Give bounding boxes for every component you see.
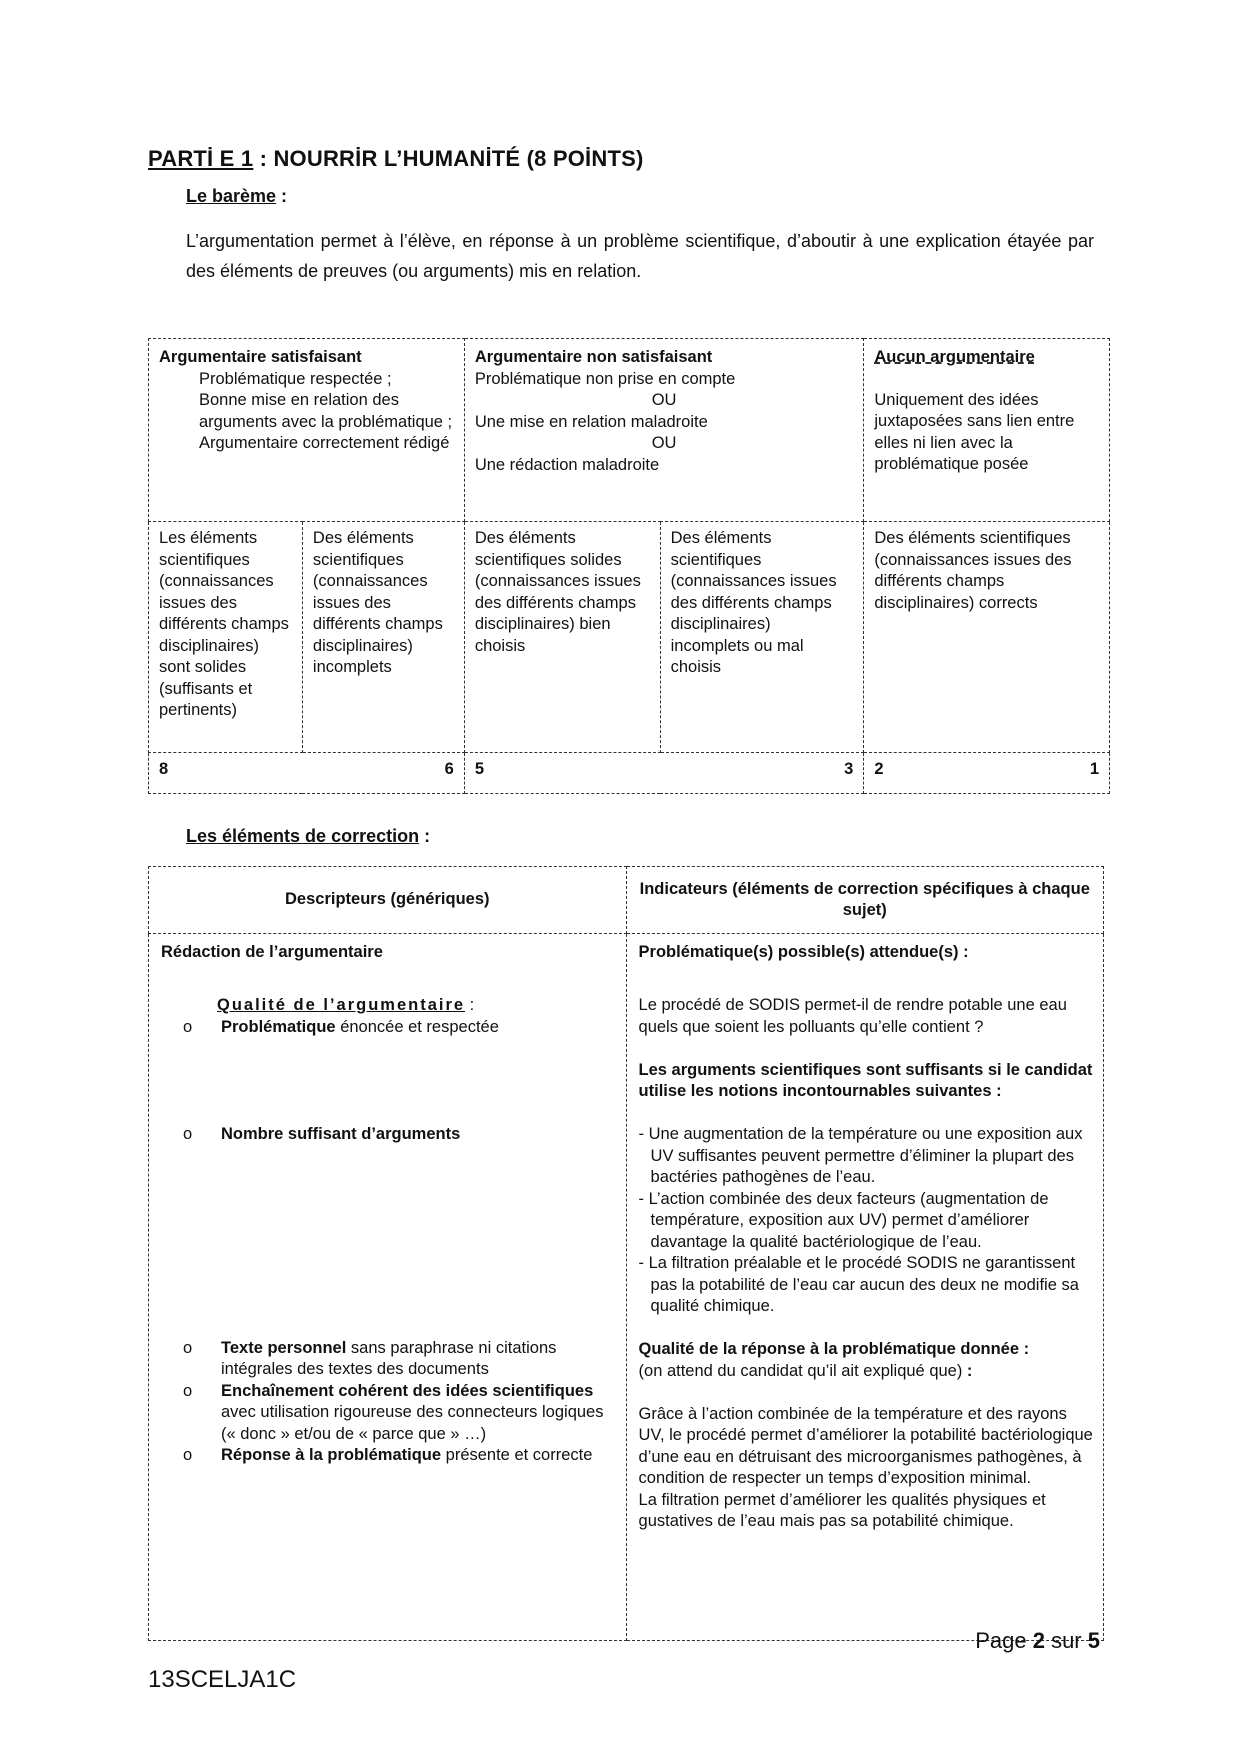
bullet-text: présente et correcte [441,1446,593,1464]
page-total: 5 [1087,1628,1100,1653]
bareme-heading: Le barème : [186,186,288,206]
part-title-text: : NOURRİR L’HUMANİTÉ (8 POİNTS) [253,146,644,171]
correction-table [148,866,1104,1641]
score-value: 1 [1089,760,1099,778]
expected-answer: La filtration permet d’améliorer les qualités physiques et gustatives de l’eau mais pas sa potabilité chimique. [638,1490,1046,1530]
desc-cell: Des éléments scientifiques (connaissances issues des différents champs disciplinaires) incomplets ou mal choisis [660,522,864,753]
bullet-reponse: o Réponse à la problématique présente et correcte [183,1446,593,1464]
bareme-heading-text: Le barème [186,186,277,206]
page-number [975,1628,1100,1654]
bullet-bold: Nombre suffisant d’arguments [221,1125,461,1143]
correction-heading-text: Les éléments de correction [186,826,420,846]
desc-cell: Des éléments scientifiques solides (connaissances issues des différents champs disciplinaires) bien choisis [464,522,660,753]
problematique-question: Le procédé de SODIS permet-il de rendre potable une eau quels que soient les polluants qu’elle contient ? [638,996,1067,1036]
quality-sub-text: (on attend du candidat qu’il ait expliqué que) [638,1361,963,1380]
score-value: 6 [444,760,454,778]
col-indicateurs-header: Indicateurs (éléments de correction spécifiques à chaque sujet) [626,867,1103,934]
bareme-header-row [149,339,1110,522]
correction-body-row [149,934,1104,1641]
redaction-title: Rédaction de l’argumentaire [161,943,383,961]
bareme-score-row [149,753,1110,794]
col1-item: Bonne mise en relation des arguments avec la problématique ; [199,391,453,431]
col2-line: Une rédaction maladroite [474,455,660,474]
col1-item: Problématique respectée ; [199,369,392,388]
problematique-title: Problématique(s) possible(s) attendue(s) : [638,943,969,961]
score-cell [464,753,864,794]
desc-cell: Des éléments scientifiques (connaissances issues des différents champs disciplinaires) corrects [864,522,1110,753]
quality-response-title: Qualité de la réponse à la problématique donnée : [638,1340,1030,1358]
page-current: 2 [1032,1628,1045,1653]
bullet-texte-personnel: o Texte personnel sans paraphrase ni citations intégrales des textes des documents [183,1338,557,1378]
col1-item: Argumentaire correctement rédigé [199,434,450,452]
score-value: 8 [159,760,169,778]
bullet-problematique: o Problématique énoncée et respectée [183,1017,499,1036]
col1-title: Argumentaire satisfaisant [159,348,362,366]
argument-item: - Une augmentation de la température ou une exposition aux UV suffisantes peuvent permettre d’éliminer la plupart des bactéries pathogènes de l’eau. [638,1125,1083,1186]
col2-title: Argumentaire non satisfaisant [474,348,713,366]
indicateurs-cell [626,934,1103,1641]
col2-ou: OU [651,434,677,452]
bareme-desc-row [149,522,1110,753]
desc-cell: Les éléments scientifiques (connaissances issues des différents champs disciplinaires) sont solides (suffisants et pertinents) [149,522,303,753]
quality-sub-colon: : [962,1361,973,1380]
col-descripteurs-header: Descripteurs (génériques) [149,867,627,934]
correction-header-row [149,867,1104,934]
page-mid: sur [1044,1628,1088,1653]
col2-ou: OU [651,391,677,409]
bareme-cell-satisfaisant [149,339,465,522]
correction-heading: Les éléments de correction : [186,826,431,846]
bullet-bold: Problématique [221,1017,336,1036]
bullet-bold: Réponse à la problématique [221,1446,442,1464]
argument-item: - L’action combinée des deux facteurs (augmentation de température, exposition aux UV) permet d’améliorer davantage la qualité bactériologique de l’eau. [638,1189,1049,1251]
argument-item: - La filtration préalable et le procédé SODIS ne garantissent pas la potabilité de l’eau car aucun des deux ne modifie sa qualité chimique. [638,1254,1079,1315]
bullet-bold: Texte personnel [221,1338,347,1357]
score-cell [149,753,465,794]
score-value: 5 [474,760,485,778]
bullet-text: énoncée et respectée [335,1017,499,1036]
bullet-text: sans paraphrase ni citations intégrales des textes des documents [221,1338,557,1378]
quality-line: Qualité de l’argumentaire : [161,995,616,1017]
bullet-enchainement: o Enchaînement cohérent des idées scientifiques avec utilisation rigoureuse des connecteurs logiques (« donc » et/ou de « parce que » …) [183,1381,604,1443]
bareme-cell-aucun [864,339,1110,522]
page-prefix: Page [975,1628,1033,1653]
arguments-title: Les arguments scientifiques sont suffisants si le candidat utilise les notions incontournables suivantes : [638,1060,1093,1100]
bullet-bold: Enchaînement cohérent des idées scientifiques [221,1381,594,1400]
bareme-cell-non-satisfaisant [464,339,864,522]
quality-label: Qualité de l’argumentaire [217,996,466,1014]
score-value: 2 [874,760,884,778]
bareme-table [148,338,1110,794]
col2-line: Une mise en relation maladroite [474,412,708,431]
part-label: PARTİ E 1 [148,146,254,171]
bullet-nombre-arguments: o Nombre suffisant d’arguments [183,1125,461,1143]
part-title [148,146,644,172]
descripteurs-cell [149,934,627,1641]
desc-cell: Des éléments scientifiques (connaissances issues des différents champs disciplinaires) incomplets [302,522,464,753]
expected-answer: Grâce à l’action combinée de la température et des rayons UV, le procédé permet d’améliorer la potabilité bactériologique d’une eau en détruisant des microorganismes pathogènes, à condition de respecter un temps d’exposition minimal. [638,1404,1093,1487]
col2-line: Problématique non prise en compte [474,369,736,388]
col3-text: Uniquement des idées juxtaposées sans lien entre elles ni lien avec la problématique posée [874,390,1075,473]
quality-response-sub [639,1361,1093,1383]
bullet-text: avec utilisation rigoureuse des connecteurs logiques (« donc » et/ou de « parce que » …) [221,1403,604,1443]
score-value: 3 [844,760,854,778]
col3-title: Aucun argumentaire [874,348,1035,366]
document-code: 13SCELJA1C [148,1666,297,1693]
score-cell [864,753,1110,794]
bareme-intro: L’argumentation permet à l’élève, en réponse à un problème scientifique, d’aboutir à une explication étayée par des éléments de preuves (ou arguments) mis en relation. [186,231,1094,281]
